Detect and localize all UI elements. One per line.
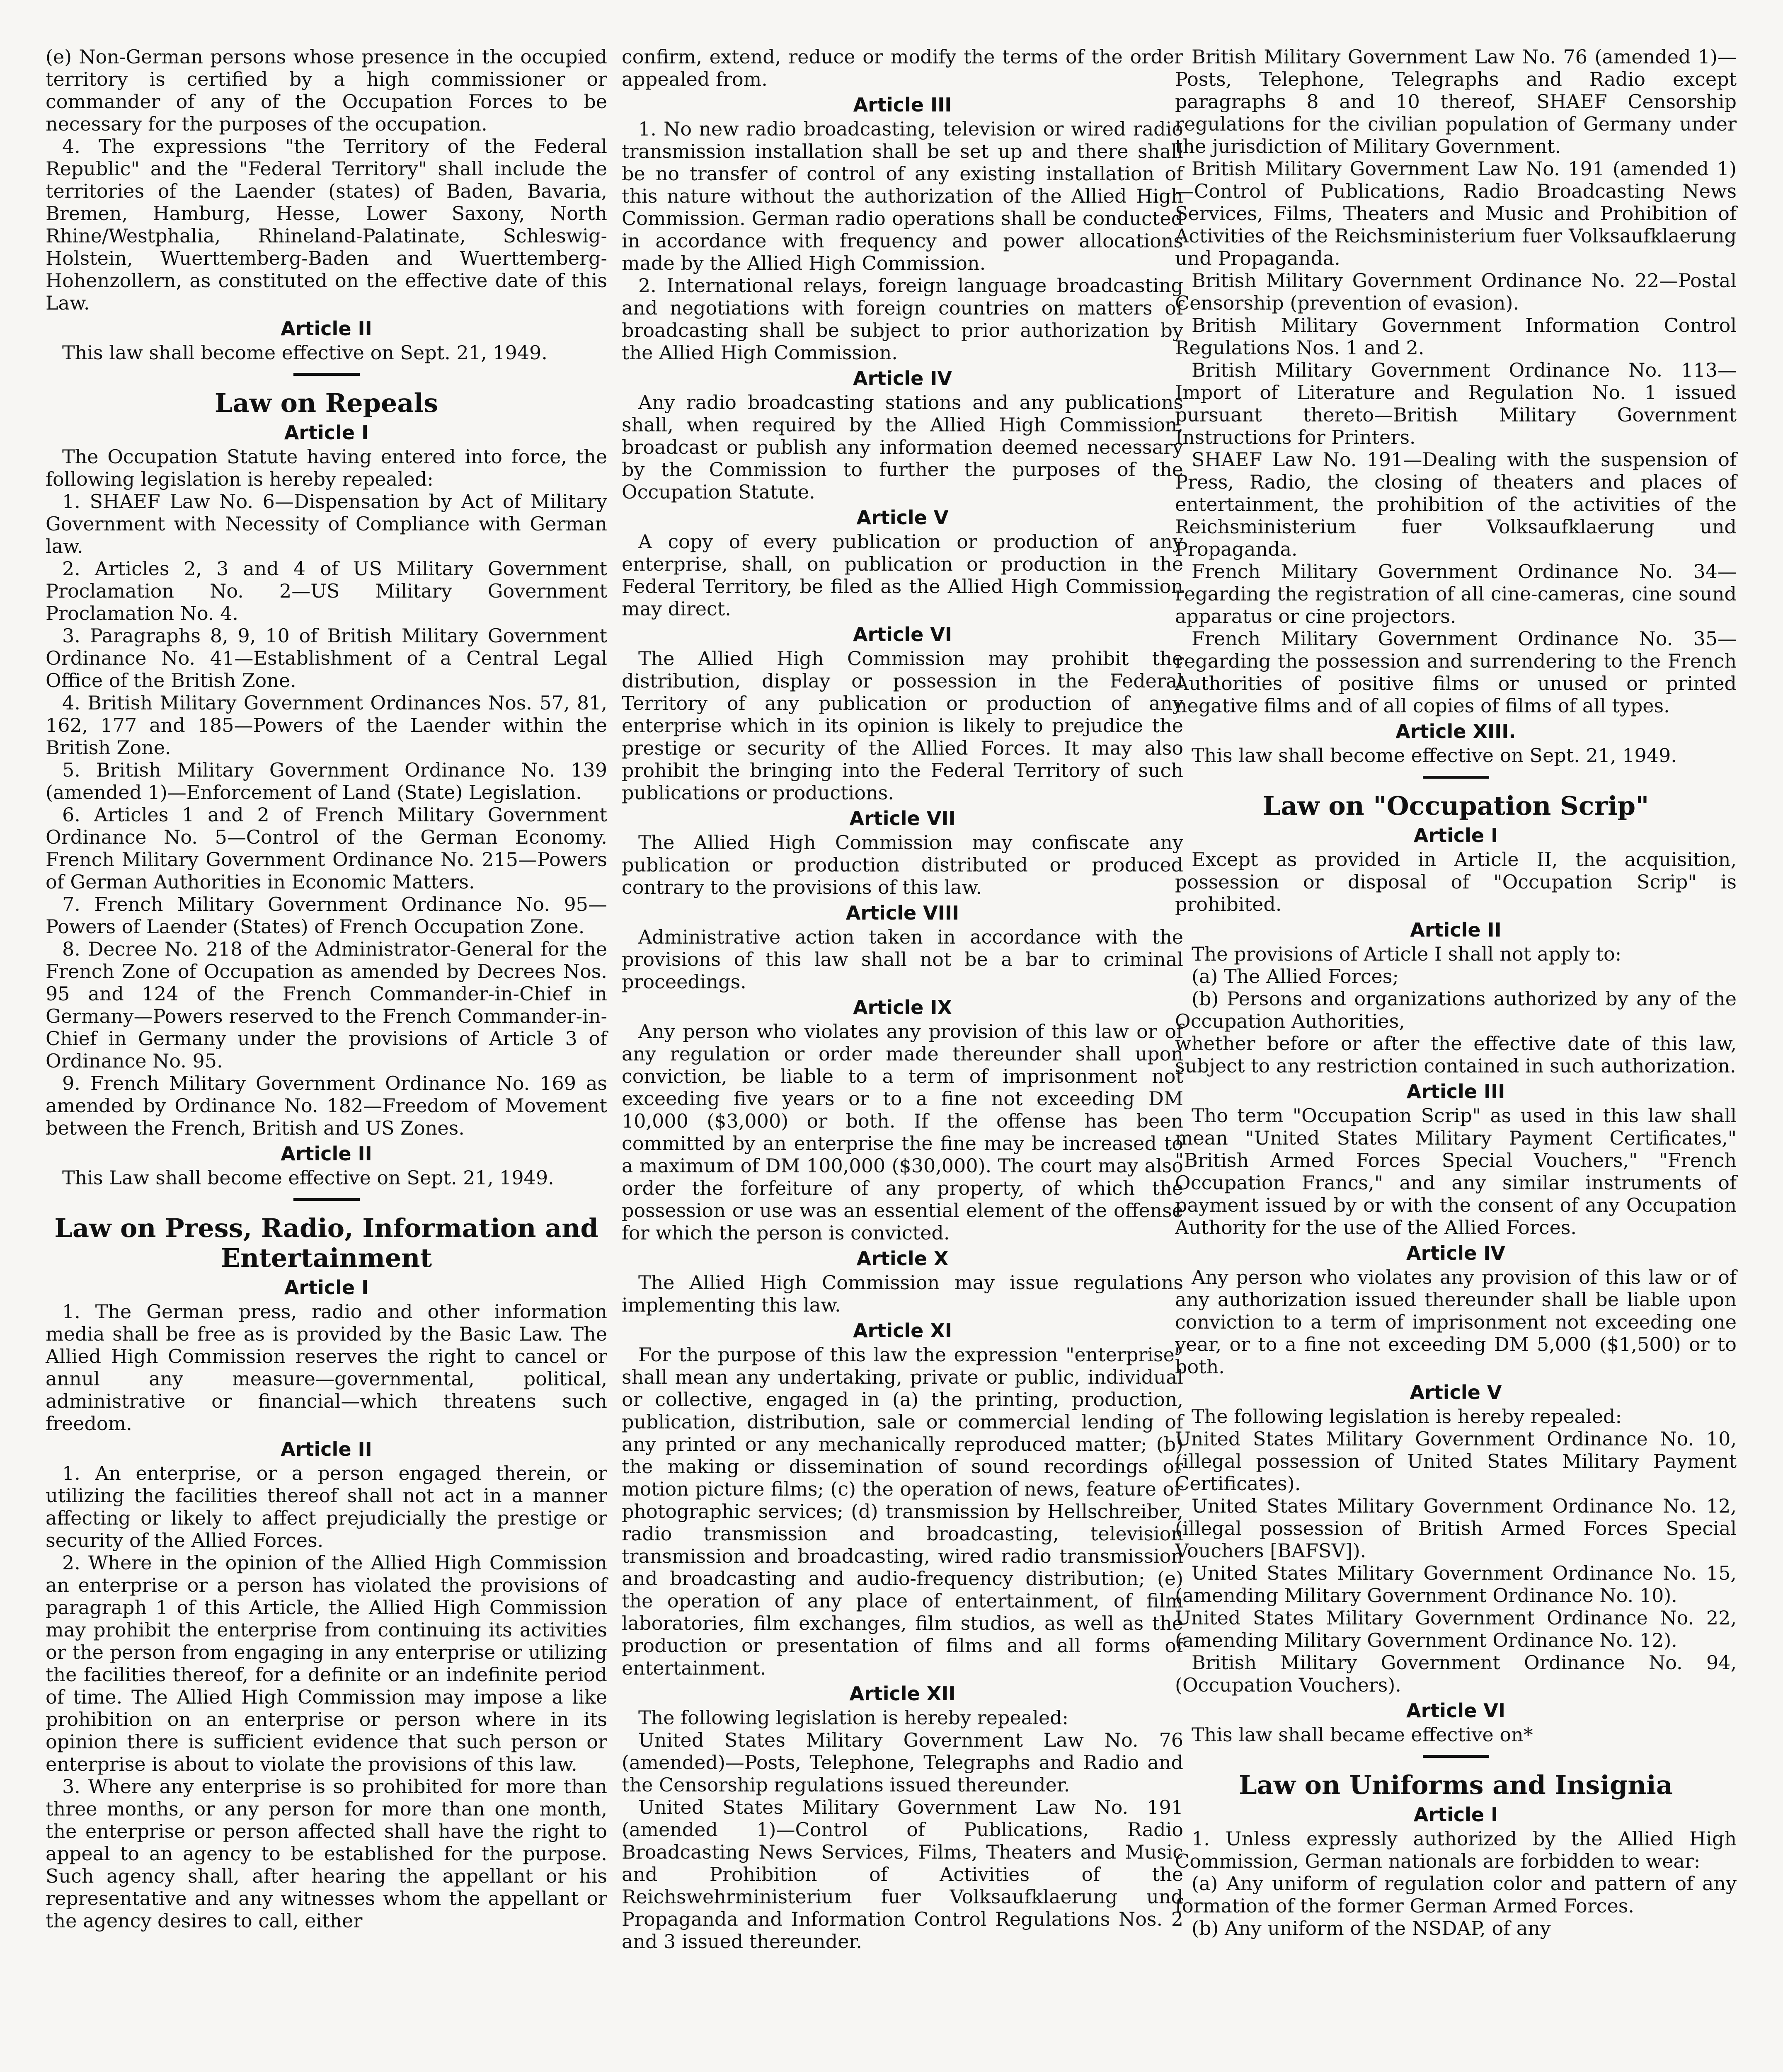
paragraph: whether before or after the effective date of this law, subject to any restriction contained in such authorization.	[1175, 1032, 1737, 1077]
paragraph: The Occupation Statute having entered into force, the following legislation is hereby repealed:	[46, 445, 607, 490]
article-heading: Article XIII.	[1395, 720, 1516, 743]
paragraph: United States Military Government Law No. 191 (amended 1)—Control of Publications, Radio Broadcasting News Services, Films, Theaters and Music and Prohibition of Activities of the Reichswehrministerium fuer Volksaufklaerung und Propaganda and Information Control Regulations Nos. 2 and 3 issued thereunder.	[622, 1796, 1183, 1953]
article-heading: Article IX	[853, 996, 952, 1019]
paragraph: Any person who violates any provision of this law or of any authorization issued thereunder shall be liable upon conviction to a term of imprisonment not exceeding one year, or to a fine not exceeding DM 5,000 ($1,500) or to both.	[1175, 1266, 1737, 1378]
article-heading: Article V	[1410, 1381, 1502, 1404]
column-2	[622, 46, 1183, 1953]
paragraph: A copy of every publication or production of any enterprise, shall, on publication or production in the Federal Territory, be filed as the Allied High Commission may direct.	[622, 530, 1183, 620]
paragraph: 2. International relays, foreign language broadcasting and negotiations with foreign countries on matters of broadcasting shall be subject to prior authorization by the Allied High Commission.	[622, 274, 1183, 364]
paragraph: British Military Government Ordinance No. 22—Postal Censorship (prevention of evasion).	[1175, 269, 1737, 314]
paragraph: Except as provided in Article II, the acquisition, possession or disposal of "Occupation Scrip" is prohibited.	[1175, 848, 1737, 915]
paragraph: SHAEF Law No. 191—Dealing with the suspension of Press, Radio, the closing of theaters and places of entertainment, the prohibition of the activities of the Reichsministerium fuer Volksaufklaerung und Propaganda.	[1175, 448, 1737, 560]
paragraph: (a) The Allied Forces;	[1192, 965, 1399, 988]
paragraph: British Military Government Ordinance No. 94, (Occupation Vouchers).	[1175, 1651, 1737, 1696]
paragraph: United States Military Government Ordinance No. 15, (amending Military Government Ordinance No. 10).	[1175, 1562, 1737, 1607]
paragraph: The following legislation is hereby repealed:	[638, 1706, 1068, 1729]
paragraph: British Military Government Law No. 191 (amended 1)—Control of Publications, Radio Broadcasting News Services, Films, Theaters and Music and Prohibition of Activities of the Reichsministerium fuer Volksaufklaerung und Propaganda.	[1175, 157, 1737, 269]
article-heading: Article II	[281, 1438, 372, 1460]
paragraph: (e) Non-German persons whose presence in the occupied territory is certified by a high commissioner or commander of any of the Occupation Forces to be necessary for the purposes of the occupation.	[46, 46, 607, 135]
paragraph: 4. British Military Government Ordinances Nos. 57, 81, 162, 177 and 185—Powers of the Laender within the British Zone.	[46, 692, 607, 759]
paragraph: This law shall became effective on*	[1192, 1723, 1533, 1746]
article-heading: Article II	[1410, 919, 1502, 941]
article-heading: Article I	[284, 1276, 369, 1299]
paragraph: For the purpose of this law the expression "enterprise" shall mean any undertaking, private or public, individual or collective, engaged in (a) the printing, production, publication, distribution, sale or commercial lending of any printed or any mechanically reproduced matter; (b) the making or dissemination of sound recordings or motion picture films; (c) the operation of news, feature or photographic services; (d) transmission by Hellschreiber, radio transmission and broadcasting, television transmission and broadcasting, wired radio transmission and broadcasting and audio-frequency distribution; (e) the operation of any place of entertainment, of film laboratories, film exchanges, film studios, as well as the production or presentation of films and all forms of entertainment.	[622, 1343, 1183, 1679]
paragraph: (b) Persons and organizations authorized by any of the Occupation Authorities,	[1175, 988, 1737, 1032]
article-heading: Article I	[284, 421, 369, 444]
article-heading: Article III	[1406, 1080, 1505, 1103]
paragraph: Any radio broadcasting stations and any publications shall, when required by the Allied High Commission, broadcast or publish any information deemed necessary by the Commission to further the purposes of the Occupation Statute.	[622, 391, 1183, 503]
paragraph: The provisions of Article I shall not apply to:	[1192, 943, 1622, 965]
paragraph: Tho term "Occupation Scrip" as used in this law shall mean "United States Military Payment Certificates," "British Armed Forces Special Vouchers," "French Occupation Francs," and any similar instruments of payment issued by or with the consent of any Occupation Authority for the use of the Allied Forces.	[1175, 1104, 1737, 1239]
law-title: Law on "Occupation Scrip"	[1262, 791, 1649, 821]
law-title: Law on Repeals	[214, 388, 438, 418]
paragraph: (a) Any uniform of regulation color and pattern of any formation of the former German Armed Forces.	[1175, 1872, 1737, 1917]
paragraph: The Allied High Commission may confiscate any publication or production distributed or produced contrary to the provisions of this law.	[622, 831, 1183, 898]
law-title: Law on Uniforms and Insignia	[1238, 1770, 1673, 1800]
paragraph: confirm, extend, reduce or modify the terms of the order appealed from.	[622, 46, 1183, 90]
paragraph: 1. SHAEF Law No. 6—Dispensation by Act of Military Government with Necessity of Compliance with German law.	[46, 490, 607, 557]
paragraph: 4. The expressions "the Territory of the Federal Republic" and the "Federal Territory" shall include the territories of the Laender (states) of Baden, Bavaria, Bremen, Hamburg, Hesse, Lower Saxony, North Rhine/Westphalia, Rhineland-Palatinate, Schleswig-Holstein, Wuerttemberg-Baden and Wuerttemberg-Hohenzollern, as constituted on the effective date of this Law.	[46, 135, 607, 314]
section-divider	[1423, 776, 1489, 779]
paragraph: 3. Paragraphs 8, 9, 10 of British Military Government Ordinance No. 41—Establishment of a Central Legal Office of the British Zone.	[46, 625, 607, 692]
article-heading: Article VI	[853, 623, 952, 646]
paragraph: The following legislation is hereby repealed:	[1192, 1405, 1622, 1428]
paragraph: 7. French Military Government Ordinance No. 95—Powers of Laender (States) of French Occupation Zone.	[46, 893, 607, 938]
article-heading: Article II	[281, 317, 372, 340]
article-heading: Article V	[856, 506, 949, 529]
law-title: Law on Press, Radio, Information and Entertainment	[54, 1213, 598, 1273]
article-heading: Article I	[1413, 1803, 1498, 1826]
paragraph: The Allied High Commission may prohibit the distribution, display or possession in the Federal Territory of any publication or production of any enterprise which in its opinion is likely to prejudice the prestige or security of the Allied Forces. It may also prohibit the bringing into the Federal Territory of such publications or productions.	[622, 647, 1183, 804]
article-heading: Article I	[1413, 824, 1498, 847]
paragraph: British Military Government Information Control Regulations Nos. 1 and 2.	[1175, 314, 1737, 359]
paragraph: 1. No new radio broadcasting, television or wired radio transmission installation shall be set up and there shall be no transfer of control of any existing installation of this nature without the authorization of the Allied High Commission. German radio operations shall be conducted in accordance with frequency and power allocations made by the Allied High Commission.	[622, 118, 1183, 274]
article-heading: Article III	[853, 94, 952, 116]
article-heading: Article XI	[853, 1319, 952, 1342]
paragraph: This Law shall become effective on Sept. 21, 1949.	[62, 1167, 554, 1189]
article-heading: Article VI	[1406, 1699, 1505, 1722]
article-heading: Article VII	[849, 807, 956, 830]
article-heading: Article II	[281, 1143, 372, 1165]
article-heading: Article VIII	[845, 902, 959, 924]
paragraph: 1. The German press, radio and other information media shall be free as is provided by the Basic Law. The Allied High Commission reserves the right to cancel or annul any measure—governmental, political, administrative or financial—which threatens such freedom.	[46, 1300, 607, 1435]
paragraph: 1. An enterprise, or a person engaged therein, or utilizing the facilities thereof shall not act in a manner affecting or likely to affect prejudicially the prestige or security of the Allied Forces.	[46, 1462, 607, 1552]
paragraph: 5. British Military Government Ordinance No. 139 (amended 1)—Enforcement of Land (State) Legislation.	[46, 759, 607, 804]
paragraph: This law shall become effective on Sept. 21, 1949.	[62, 341, 547, 364]
paragraph: French Military Government Ordinance No. 34—regarding the registration of all cine-cameras, cine sound apparatus or cine projectors.	[1175, 560, 1737, 627]
paragraph: 8. Decree No. 218 of the Administrator-General for the French Zone of Occupation as amended by Decrees Nos. 95 and 124 of the French Commander-in-Chief in Germany—Powers reserved to the French Commander-in-Chief in Germany under the provisions of Article 3 of Ordinance No. 95.	[46, 938, 607, 1072]
paragraph: United States Military Government Ordinance No. 22, (amending Military Government Ordinance No. 12).	[1175, 1607, 1737, 1651]
section-divider	[293, 373, 360, 376]
paragraph: French Military Government Ordinance No. 35—regarding the possession and surrendering to the French Authorities of positive films or unused or printed negative films and of all copies of films of all types.	[1175, 627, 1737, 717]
paragraph: 1. Unless expressly authorized by the Allied High Commission, German nationals are forbidden to wear:	[1175, 1828, 1737, 1872]
section-divider	[293, 1198, 360, 1201]
article-heading: Article XII	[849, 1682, 956, 1705]
paragraph: 2. Articles 2, 3 and 4 of US Military Government Proclamation No. 2—US Military Government Proclamation No. 4.	[46, 557, 607, 625]
article-heading: Article X	[856, 1247, 949, 1270]
paragraph: 6. Articles 1 and 2 of French Military Government Ordinance No. 5—Control of the German Economy. French Military Government Ordinance No. 215—Powers of German Authorities in Economic Matters.	[46, 804, 607, 893]
paragraph: United States Military Government Ordinance No. 10, (illegal possession of United States Military Payment Certificates).	[1175, 1428, 1737, 1495]
paragraph: British Military Government Law No. 76 (amended 1)—Posts, Telephone, Telegraphs and Radio except paragraphs 8 and 10 thereof, SHAEF Censorship regulations for the civilian population of Germany under the jurisdiction of Military Government.	[1175, 46, 1737, 157]
paragraph: The Allied High Commission may issue regulations implementing this law.	[622, 1271, 1183, 1316]
paragraph: Administrative action taken in accordance with the provisions of this law shall not be a bar to criminal proceedings.	[622, 926, 1183, 993]
column-1	[46, 46, 607, 1932]
paragraph: United States Military Government Ordinance No. 12, (illegal possession of British Armed Forces Special Vouchers [BAFSV]).	[1175, 1495, 1737, 1562]
paragraph: British Military Government Ordinance No. 113—Import of Literature and Regulation No. 1 issued pursuant thereto—British Military Government Instructions for Printers.	[1175, 359, 1737, 448]
section-divider	[1423, 1755, 1489, 1758]
paragraph: Any person who violates any provision of this law or of any regulation or order made thereunder shall upon conviction, be liable to a term of imprisonment not exceeding five years or to a fine not exceeding DM 10,000 ($3,000) or both. If the offense has been committed by an enterprise the fine may be increased to a maximum of DM 100,000 ($30,000). The court may also order the forfeiture of any property, of which the possession or use was an essential element of the offense for which the person is convicted.	[622, 1020, 1183, 1244]
paragraph: United States Military Government Law No. 76 (amended)—Posts, Telephone, Telegraphs and Radio and the Censorship regulations issued thereunder.	[622, 1729, 1183, 1796]
article-heading: Article IV	[853, 367, 952, 390]
article-heading: Article IV	[1406, 1242, 1505, 1264]
paragraph: 9. French Military Government Ordinance No. 169 as amended by Ordinance No. 182—Freedom of Movement between the French, British and US Zones.	[46, 1072, 607, 1139]
column-3	[1175, 46, 1737, 1939]
paragraph: 2. Where in the opinion of the Allied High Commission an enterprise or a person has violated the provisions of paragraph 1 of this Article, the Allied High Commission may prohibit the enterprise from continuing its activities or the person from engaging in any enterprise or utilizing the facilities thereof, for a definite or an indefinite period of time. The Allied High Commission may impose a like prohibition on an enterprise or person where in its opinion there is sufficient evidence that such person or enterprise is about to violate the provisions of this law.	[46, 1552, 607, 1775]
paragraph: This law shall become effective on Sept. 21, 1949.	[1192, 744, 1677, 767]
paragraph: (b) Any uniform of the NSDAP, of any	[1192, 1917, 1551, 1939]
paragraph: 3. Where any enterprise is so prohibited for more than three months, or any person for more than one month, the enterprise or person affected shall have the right to appeal to an agency to be established for the purpose. Such agency shall, after hearing the appellant or his representative and any witnesses whom the appellant or the agency desires to call, either	[46, 1775, 607, 1932]
